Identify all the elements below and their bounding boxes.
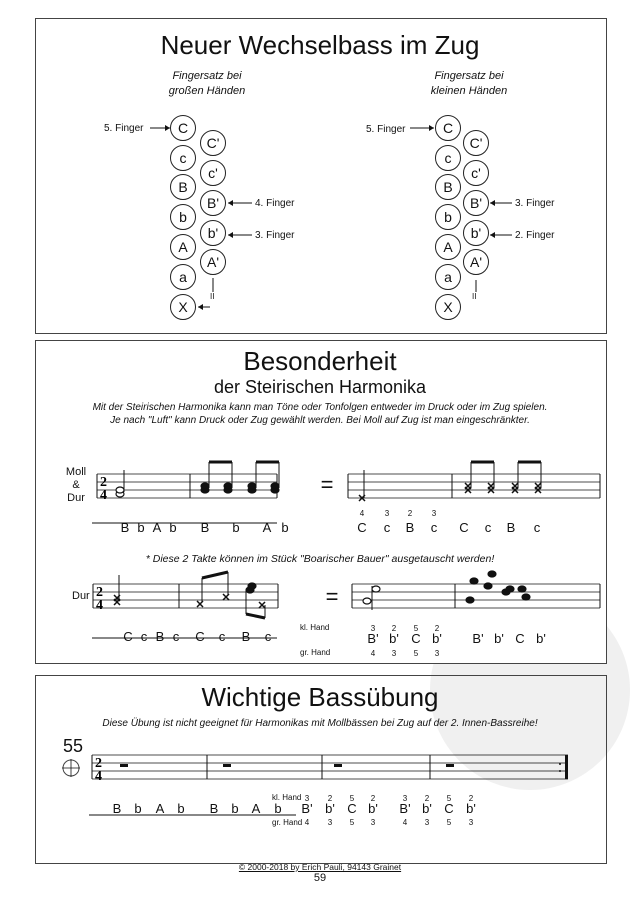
finger-number: 5 [349,818,355,827]
finger-number: 3 [434,649,440,658]
note-letter: C [123,629,133,644]
note-letter: b [169,520,177,535]
note-letter: b' [432,631,442,646]
exercise-number: 55 [63,736,84,756]
heading-line: Fingersatz bei [172,70,242,82]
note-letter: c [484,520,492,535]
note-letter: A [251,801,261,816]
finger-number: 3 [431,509,437,518]
section-title: Besonderheit [243,346,397,376]
time-signature: 2 [96,585,103,600]
note-head [201,483,209,489]
finger-number: 4 [402,818,408,827]
finger-number: 5 [349,794,355,803]
finger-label: 5. Finger [104,123,144,134]
finger-number: 2 [407,509,413,518]
note-letter: b [274,801,282,816]
finger-number: 3 [402,794,408,803]
note-letter: B' [367,631,379,646]
note-letter: A [262,520,272,535]
arrow-label: II [472,292,477,301]
note-letter: C [411,631,421,646]
note-letter: b [281,520,289,535]
note-head [271,483,279,489]
bass-button: B' [200,190,226,216]
row-label-line: Moll [65,466,87,478]
note-letter: A [152,520,162,535]
finger-label: 2. Finger [515,230,555,241]
row-label-line: & [72,479,80,491]
finger-label: 4. Finger [255,198,295,209]
finger-number: 3 [391,649,397,658]
bass-button: c [435,145,461,171]
note-letter: B [506,520,516,535]
finger-label: 5. Finger [366,124,406,135]
gr-hand-label: gr. Hand [272,818,303,827]
note-letter: c [430,520,438,535]
beam [246,614,265,618]
heading-line: Fingersatz bei [434,70,504,82]
kl-hand-label: kl. Hand [300,623,330,632]
arrow-head [228,232,233,238]
exercise-note: Diese Übung ist nicht geeignet für Harmonikas mit Mollbässen bei Zug auf der 2. Innen-Bassreihe! [102,718,538,729]
note-letter: b [232,520,240,535]
note-letter: A [155,801,165,816]
note-head [466,597,474,603]
note-letter: b' [368,801,378,816]
bass-button: X [435,294,461,320]
bass-button: C [435,115,461,141]
bass-button: A' [200,249,226,275]
note-letter: b' [536,631,546,646]
finger-number: 2 [370,794,376,803]
finger-number: 3 [468,818,474,827]
finger-number: 2 [434,624,440,633]
rest [120,764,128,767]
bass-button: b [435,204,461,230]
note-letter: B [120,520,130,535]
note-letter: B' [301,801,313,816]
note-letter: B [200,520,210,535]
note-letter: B [241,629,251,644]
bass-button: A [435,234,461,260]
final-bar [565,755,568,779]
bass-button: C' [200,130,226,156]
note-head [518,586,526,592]
note-letter: B [112,801,122,816]
bass-button: A' [463,249,489,275]
section-title: Neuer Wechselbass im Zug [160,30,480,60]
note-letter: C [195,629,205,644]
note-letter: c [383,520,391,535]
heading-line: großen Händen [168,85,246,97]
equals-sign: = [320,472,334,497]
finger-number: 3 [424,818,430,827]
note-letter: B' [472,631,484,646]
finger-number: 5 [446,794,452,803]
arrow-head [228,200,233,206]
arrow-head [429,125,434,131]
note-head [372,586,380,592]
bass-button: c [170,145,196,171]
note-letter: b' [325,801,335,816]
finger-label: 3. Finger [515,198,555,209]
finger-number: 4 [370,649,376,658]
bass-button: A [170,234,196,260]
bass-button: B [435,174,461,200]
finger-number: 5 [413,649,419,658]
time-signature: 4 [96,598,103,613]
note-letter: b [134,801,142,816]
rest [446,764,454,767]
note-letter: b [177,801,185,816]
note-letter: C [515,631,525,646]
bass-button: X [170,294,196,320]
note-letter: b' [466,801,476,816]
arrow-head [490,200,495,206]
rest [223,764,231,767]
note-head [484,583,492,589]
note-letter: C [459,520,469,535]
finger-number: 3 [327,818,333,827]
arrow-label: II [210,292,215,301]
note-letter: b' [422,801,432,816]
kl-hand-label: kl. Hand [272,793,302,802]
repeat-dot [559,763,561,765]
time-signature: 2 [95,756,102,771]
section-title: Wichtige Bassübung [201,682,439,712]
copyright: © 2000-2018 by Erich Pauli, 94143 Grainet [238,862,402,872]
finger-label: 3. Finger [255,230,295,241]
finger-number: 2 [391,624,397,633]
note-letter: B [405,520,415,535]
bass-button: c' [463,160,489,186]
note-head [116,487,124,493]
finger-number: 3 [370,624,376,633]
bass-button: b [170,204,196,230]
bass-button: c' [200,160,226,186]
section-subtitle: der Steirischen Harmonika [213,377,427,397]
finger-number: 3 [304,794,310,803]
note-head [470,578,478,584]
bass-button: a [170,264,196,290]
note-letter: C [347,801,357,816]
finger-number: 2 [468,794,474,803]
beam [202,572,228,578]
note-letter: C [444,801,454,816]
note-letter: b [231,801,239,816]
note-letter: b' [494,631,504,646]
finger-number: 3 [370,818,376,827]
description-line: Je nach "Luft" kann Druck oder Zug gewählt werden. Bei Moll auf Zug ist man eingeschränkter. [110,415,530,426]
time-signature: 4 [100,488,107,503]
note-letter: c [140,629,148,644]
note-letter: c [172,629,180,644]
note-head [224,483,232,489]
exchange-note: * Diese 2 Takte können im Stück "Boarischer Bauer" ausgetauscht werden! [145,553,495,565]
note-letter: c [218,629,226,644]
row-label-line: Dur [67,492,85,504]
bass-button: C [170,115,196,141]
heading-line: kleinen Händen [430,85,508,97]
bass-button: C' [463,130,489,156]
note-letter: C [357,520,367,535]
bass-button: b' [200,220,226,246]
finger-number: 2 [424,794,430,803]
finger-number: 4 [359,509,365,518]
finger-number: 5 [413,624,419,633]
row-label: Dur [72,590,90,602]
note-letter: B' [399,801,411,816]
note-letter: c [533,520,541,535]
arrow-head [490,232,495,238]
bass-button: b' [463,220,489,246]
finger-number: 2 [327,794,333,803]
bass-button: B' [463,190,489,216]
note-letter: b [137,520,145,535]
note-letter: B [155,629,165,644]
note-letter: B [209,801,219,816]
bass-button: a [435,264,461,290]
note-head [506,586,514,592]
page-number: 59 [313,872,327,884]
bass-button: B [170,174,196,200]
time-signature: 4 [95,769,102,784]
note-head [488,571,496,577]
equals-sign: = [325,584,339,609]
finger-number: 5 [446,818,452,827]
time-signature: 2 [100,475,107,490]
finger-number: 4 [304,818,310,827]
note-head [248,483,256,489]
finger-number: 3 [384,509,390,518]
gr-hand-label: gr. Hand [300,648,331,657]
description-line: Mit der Steirischen Harmonika kann man Töne oder Tonfolgen entweder im Druck oder im Zug spielen. [92,402,548,413]
note-letter: c [264,629,272,644]
note-head [248,583,256,589]
arrow-head [198,304,203,310]
note-head [363,598,371,604]
note-letter: b' [389,631,399,646]
rest [334,764,342,767]
repeat-dot [559,770,561,772]
note-head [522,594,530,600]
